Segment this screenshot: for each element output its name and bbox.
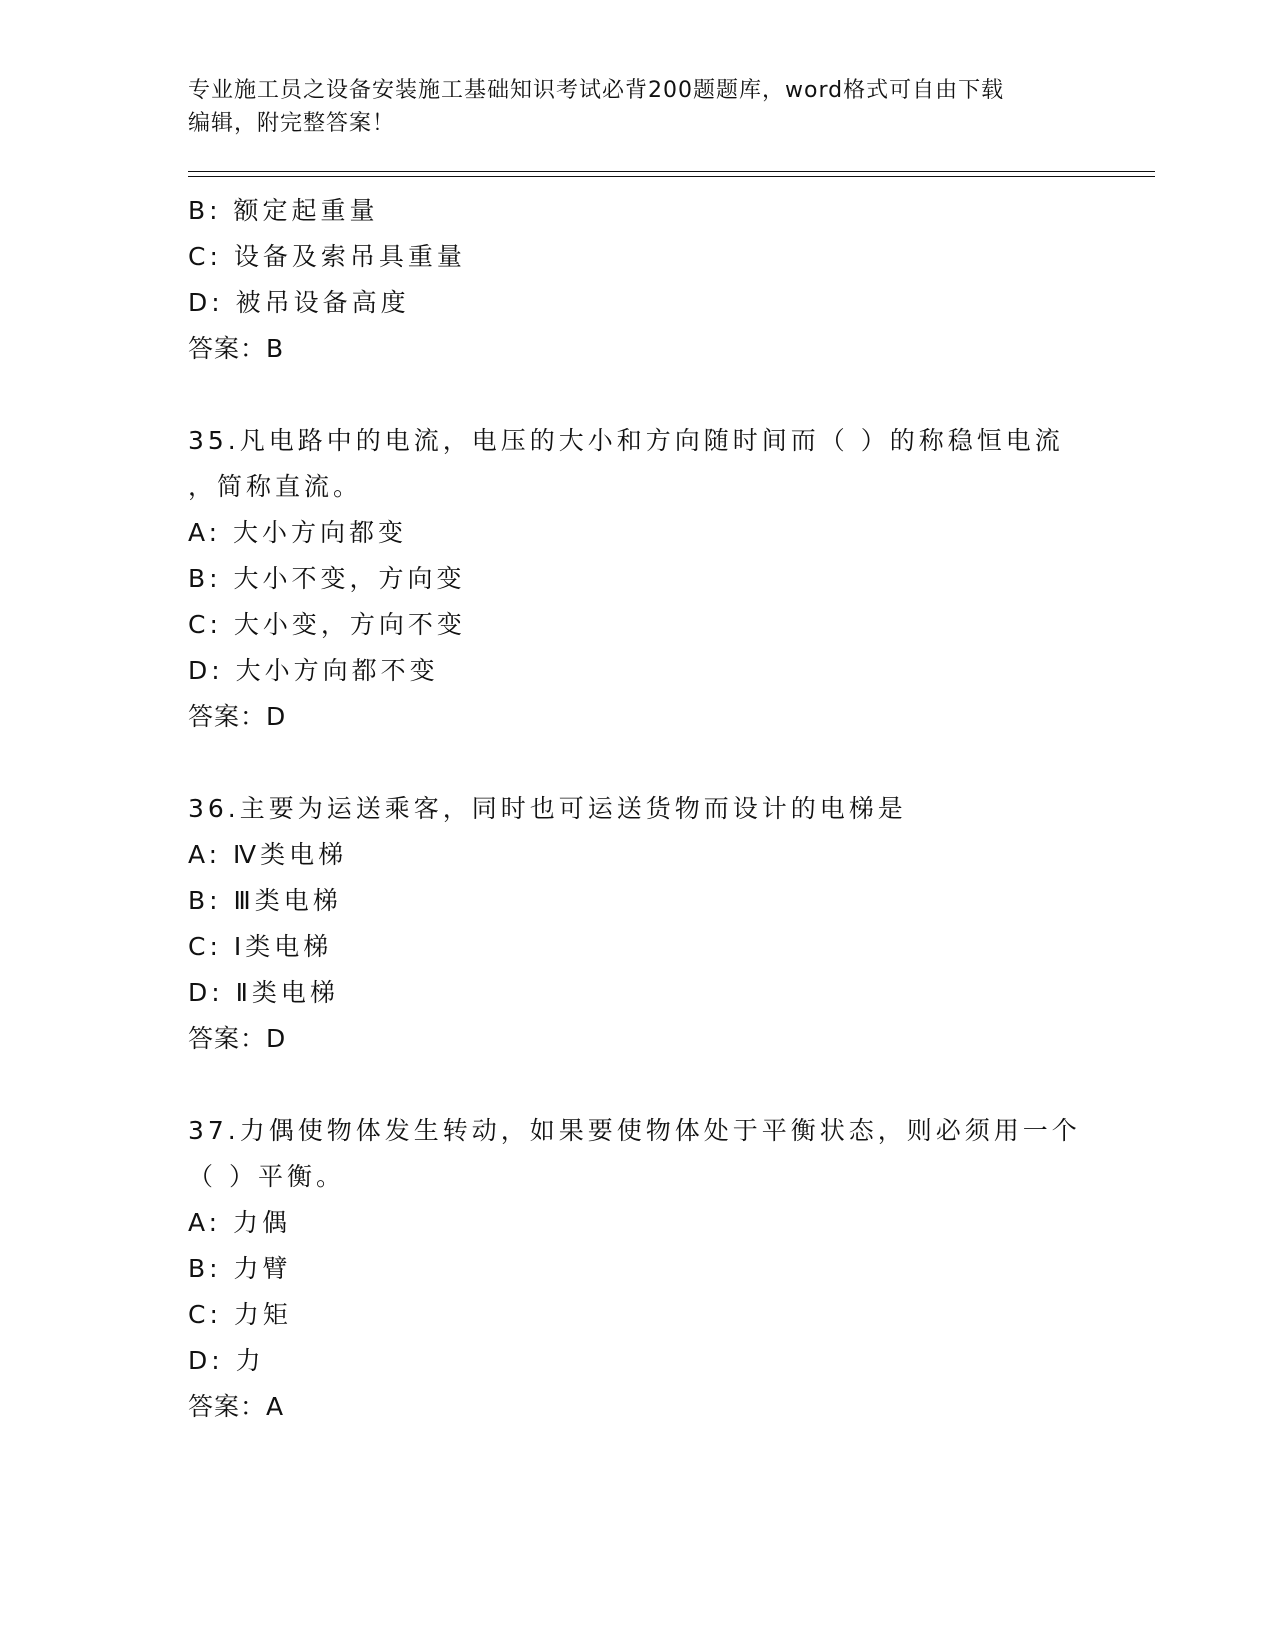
option-d: D: Ⅱ类电梯 xyxy=(188,978,339,1007)
question-stem-cont: ，简称直流。 xyxy=(188,472,363,501)
option-b: B: 大小不变，方向变 xyxy=(188,564,466,593)
option-c: C: 大小变，方向不变 xyxy=(188,610,466,639)
option-c: C: 力矩 xyxy=(188,1300,292,1329)
answer: 答案：D xyxy=(188,1024,287,1053)
question-35 xyxy=(188,418,1088,740)
question-stem: 37.力偶使物体发生转动，如果要使物体处于平衡状态，则必须用一个 xyxy=(188,1116,1081,1145)
question-list xyxy=(188,188,1088,1430)
option-d: D: 被吊设备高度 xyxy=(188,288,410,317)
option-c: C: Ⅰ类电梯 xyxy=(188,932,333,961)
question-37 xyxy=(188,1108,1088,1430)
question-36 xyxy=(188,786,1088,1062)
option-d: D: 大小方向都不变 xyxy=(188,656,439,685)
answer: 答案：B xyxy=(188,334,285,363)
header-divider-top xyxy=(188,171,1155,172)
option-a: A: 力偶 xyxy=(188,1208,292,1237)
question-stem: 36.主要为运送乘客，同时也可运送货物而设计的电梯是 xyxy=(188,794,907,823)
option-b: B: Ⅲ类电梯 xyxy=(188,886,342,915)
header-divider-bottom xyxy=(188,176,1155,177)
option-d: D: 力 xyxy=(188,1346,265,1375)
option-a: A: Ⅳ类电梯 xyxy=(188,840,348,869)
answer: 答案：A xyxy=(188,1392,285,1421)
option-a: A: 大小方向都变 xyxy=(188,518,408,547)
option-b: B: 力臂 xyxy=(188,1254,292,1283)
header-line-1: 专业施工员之设备安装施工基础知识考试必背200题题库，word格式可自由下载 xyxy=(188,78,1005,103)
document-header xyxy=(188,74,1068,140)
question-stem: 35.凡电路中的电流，电压的大小和方向随时间而（ ）的称稳恒电流 xyxy=(188,426,1064,455)
answer: 答案：D xyxy=(188,702,287,731)
question-stem-cont: （ ）平衡。 xyxy=(188,1162,345,1191)
question-34-tail xyxy=(188,188,1088,372)
header-line-2: 编辑，附完整答案！ xyxy=(188,111,396,136)
option-b: B: 额定起重量 xyxy=(188,196,379,225)
option-c: C: 设备及索吊具重量 xyxy=(188,242,466,271)
